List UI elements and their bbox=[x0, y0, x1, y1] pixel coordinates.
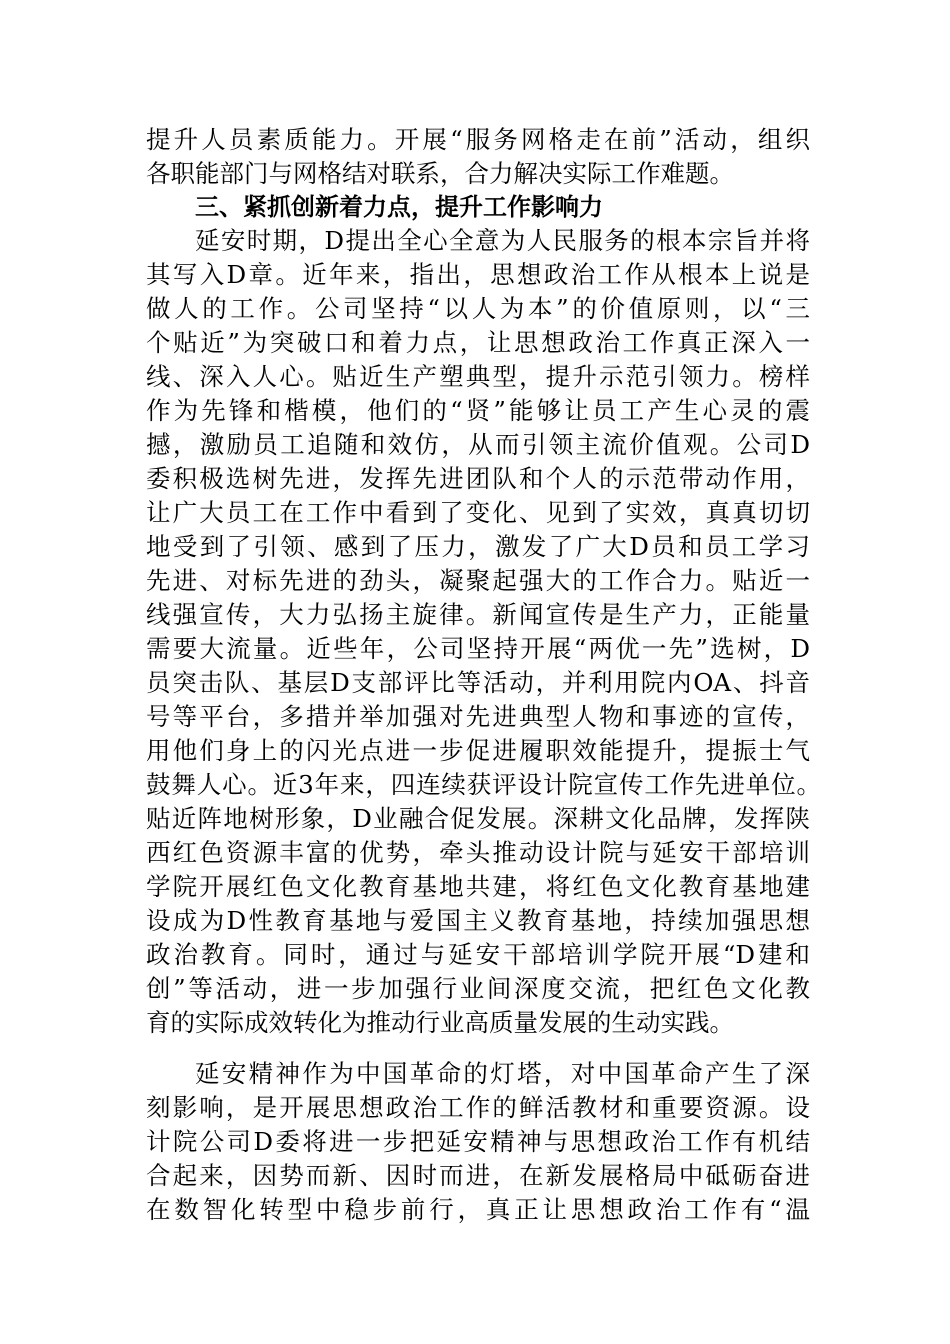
text-line: 员突击队、基层D支部评比等活动，并利用院内OA、抖音 bbox=[146, 668, 810, 697]
text-line: 各职能部门与网格结对联系，合力解决实际工作难题。 bbox=[146, 159, 734, 188]
text-line: 号等平台，多措并举加强对先进典型人物和事迹的宣传， bbox=[146, 702, 810, 731]
text-line: 创”等活动，进一步加强行业间深度交流，把红色文化教 bbox=[146, 974, 810, 1003]
text-line: 让广大员工在工作中看到了变化、见到了实效，真真切切 bbox=[146, 498, 810, 527]
text-line: 需要大流量。近些年，公司坚持开展“两优一先”选树，D bbox=[146, 634, 810, 663]
text-line: 委积极选树先进，发挥先进团队和个人的示范带动作用， bbox=[146, 464, 810, 493]
text-line: 用他们身上的闪光点进一步促进履职效能提升，提振士气 bbox=[146, 736, 810, 765]
text-line: 计院公司D委将进一步把延安精神与思想政治工作有机结 bbox=[146, 1127, 810, 1156]
text-line: 育的实际成效转化为推动行业高质量发展的生动实践。 bbox=[146, 1008, 734, 1037]
text-line: 做人的工作。公司坚持“以人为本”的价值原则，以“三 bbox=[146, 294, 810, 323]
text-line: 合起来，因势而新、因时而进，在新发展格局中砥砺奋进 bbox=[146, 1161, 810, 1190]
text-line: 个贴近”为突破口和着力点，让思想政治工作真正深入一 bbox=[146, 328, 810, 357]
text-line: 政治教育。同时，通过与延安干部培训学院开展“D建和 bbox=[146, 940, 810, 969]
text-line: 作为先锋和楷模，他们的“贤”能够让员工产生心灵的震 bbox=[146, 396, 810, 425]
text-line: 线强宣传，大力弘扬主旋律。新闻宣传是生产力，正能量 bbox=[146, 600, 810, 629]
text-line: 鼓舞人心。近3年来，四连续获评设计院宣传工作先进单位。 bbox=[146, 770, 821, 799]
text-line: 学院开展红色文化教育基地共建，将红色文化教育基地建 bbox=[146, 872, 810, 901]
text-line: 其写入D章。近年来，指出，思想政治工作从根本上说是 bbox=[146, 260, 810, 289]
text-line: 延安精神作为中国革命的灯塔，对中国革命产生了深 bbox=[195, 1059, 810, 1088]
text-line: 先进、对标先进的劲头，凝聚起强大的工作合力。贴近一 bbox=[146, 566, 810, 595]
section-heading: 三、紧抓创新着力点，提升工作影响力 bbox=[195, 193, 603, 221]
text-line: 线、深入人心。贴近生产塑典型，提升示范引领力。榜样 bbox=[146, 362, 810, 391]
text-line: 刻影响，是开展思想政治工作的鲜活教材和重要资源。设 bbox=[146, 1093, 810, 1122]
text-line: 撼，激励员工追随和效仿，从而引领主流价值观。公司D bbox=[146, 430, 810, 459]
text-line: 延安时期，D提出全心全意为人民服务的根本宗旨并将 bbox=[195, 226, 810, 255]
text-line: 设成为D性教育基地与爱国主义教育基地，持续加强思想 bbox=[146, 906, 810, 935]
text-line: 贴近阵地树形象，D业融合促发展。深耕文化品牌，发挥陕 bbox=[146, 804, 810, 833]
text-line: 地受到了引领、感到了压力，激发了广大D员和员工学习 bbox=[146, 532, 810, 561]
text-line: 西红色资源丰富的优势，牵头推动设计院与延安干部培训 bbox=[146, 838, 810, 867]
text-line: 在数智化转型中稳步前行，真正让思想政治工作有“温 bbox=[146, 1195, 810, 1224]
text-line: 提升人员素质能力。开展“服务网格走在前”活动，组织 bbox=[146, 125, 810, 154]
